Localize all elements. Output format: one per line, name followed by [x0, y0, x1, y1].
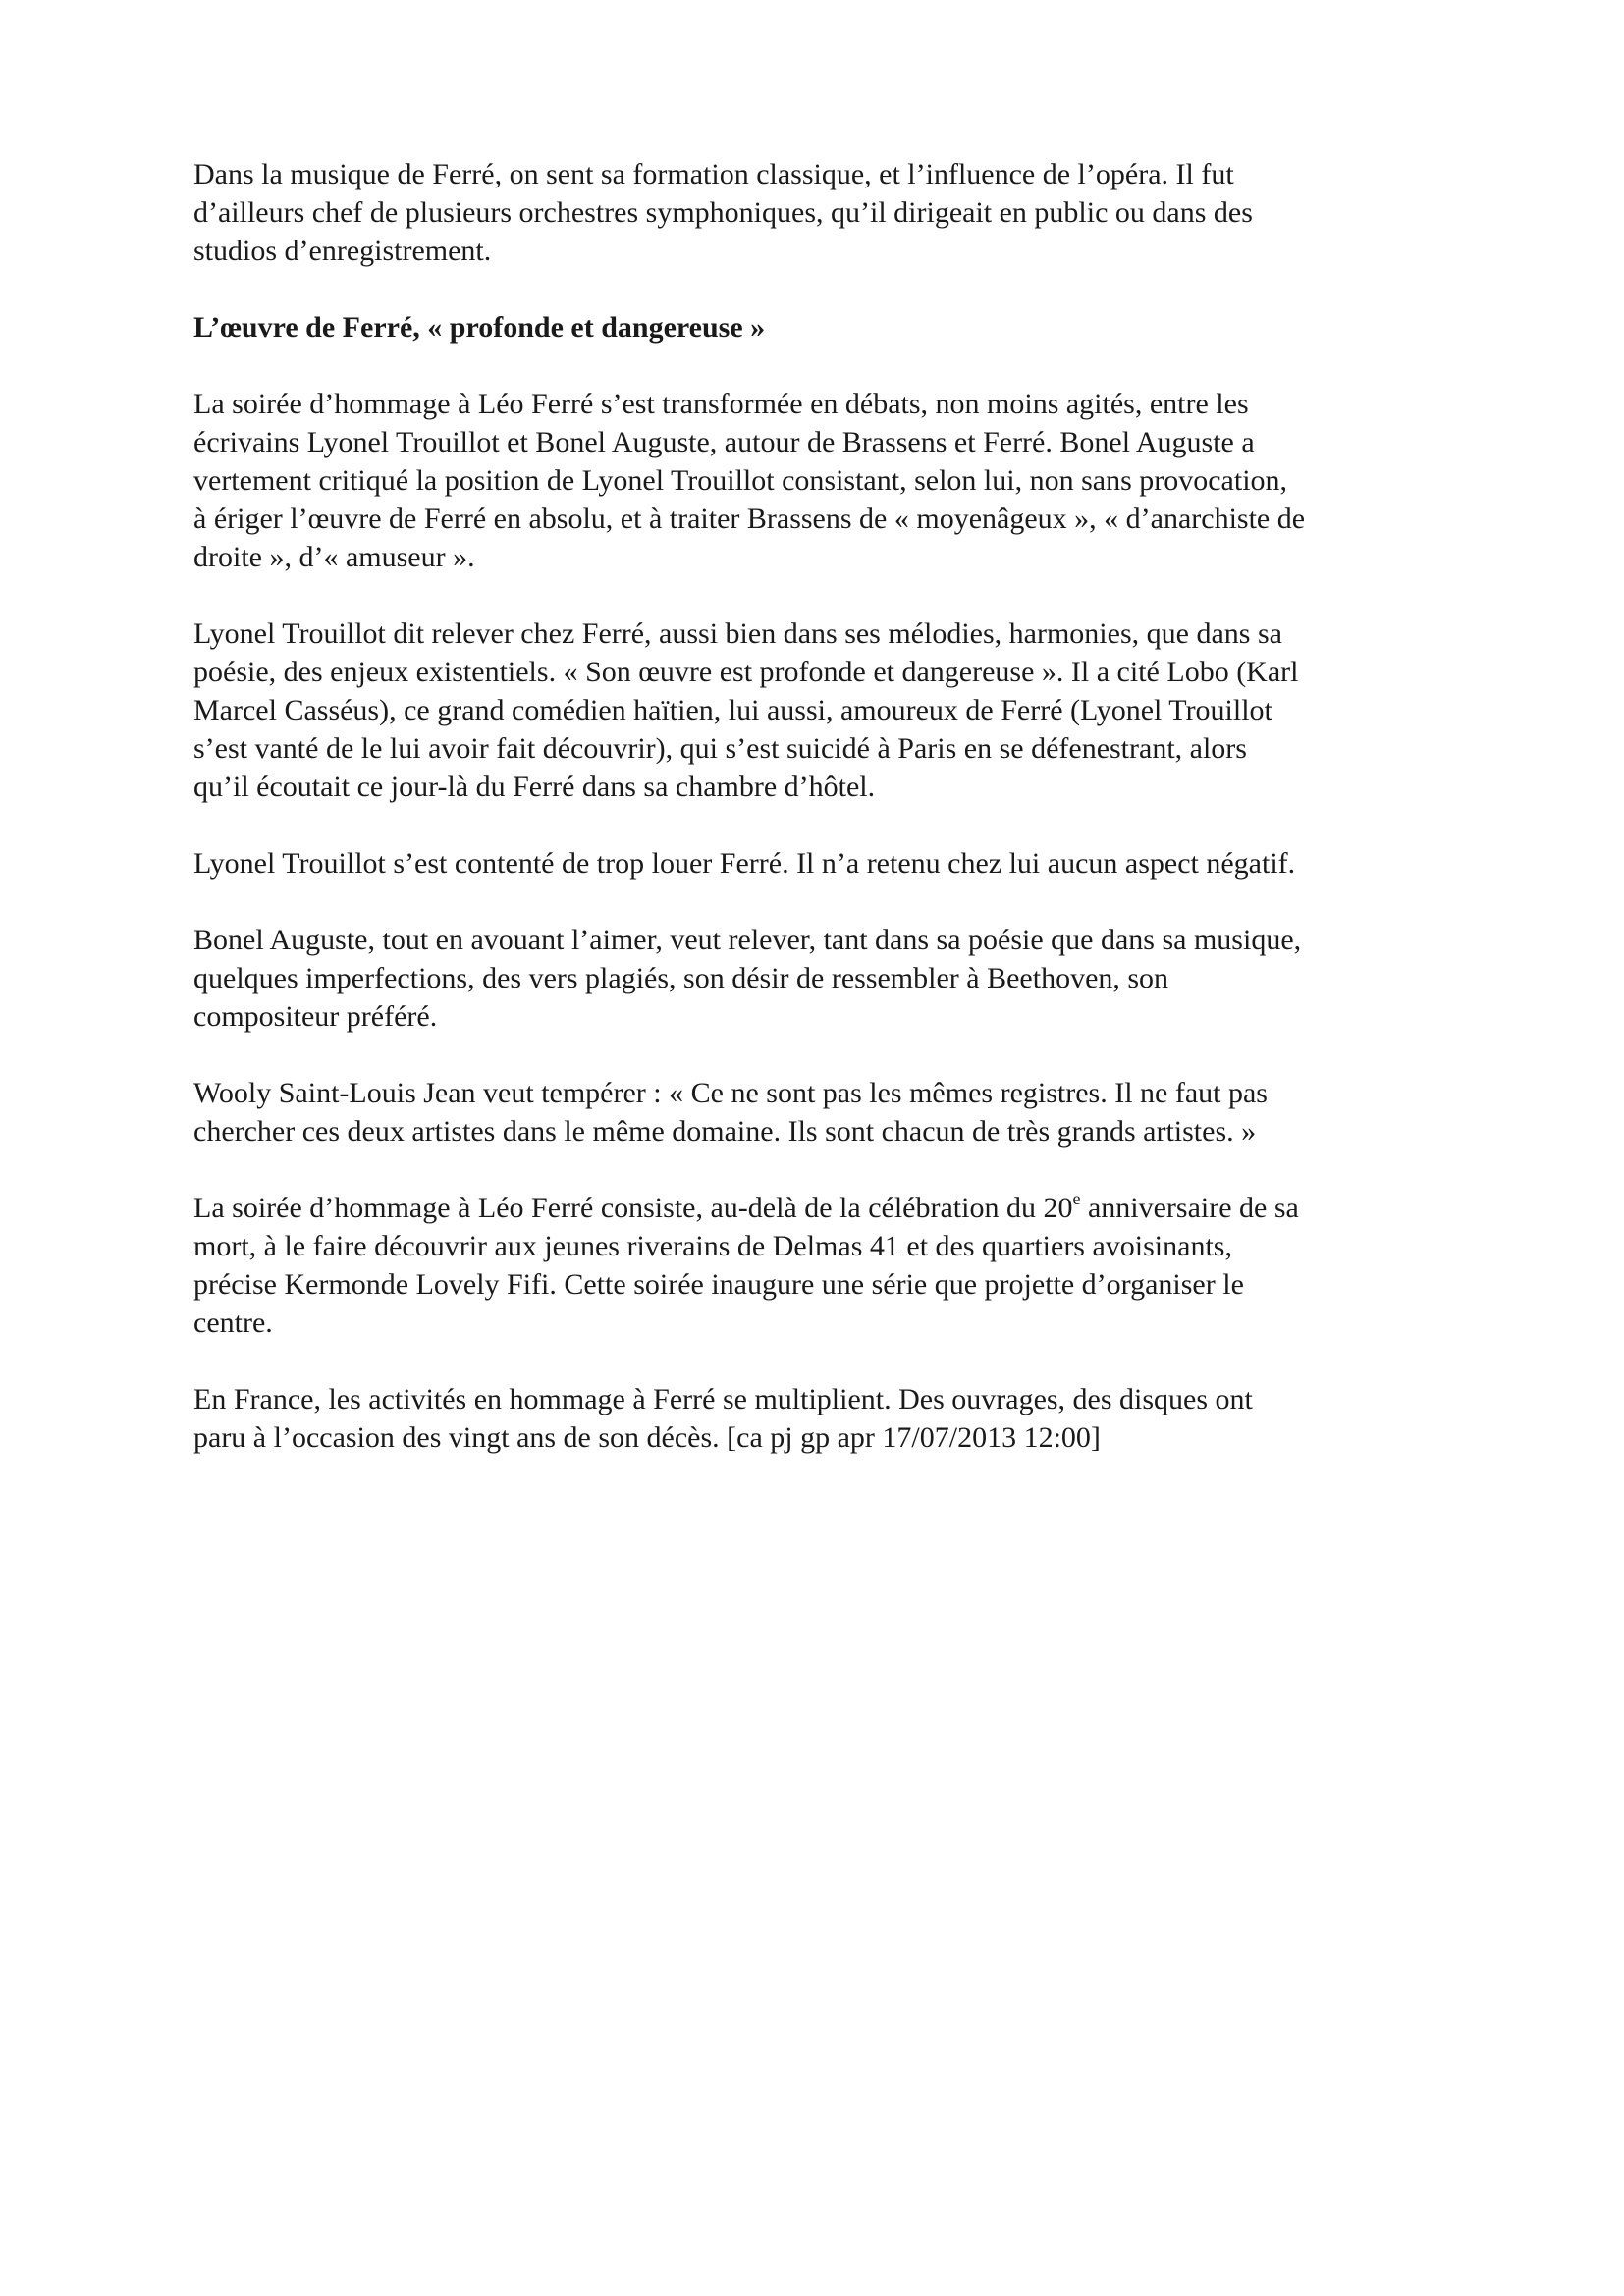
- document-page: [193, 155, 1440, 1495]
- text-line: studios d’enregistrement.: [193, 235, 492, 267]
- paragraph-trouillot-louer: [193, 844, 1440, 882]
- text-line: Bonel Auguste, tout en avouant l’aimer, veut relever, tant dans sa poésie que dans sa musique,: [193, 924, 1302, 956]
- text-line: chercher ces deux artistes dans le même domaine. Ils sont chacun de très grands artistes. »: [193, 1115, 1257, 1148]
- paragraph-soiree-consiste: [193, 1189, 1440, 1342]
- text-line: [193, 1189, 1440, 1227]
- text-line: centre.: [193, 1307, 273, 1339]
- text-line: droite », d’« amuseur ».: [193, 541, 475, 573]
- paragraph-trouillot-enjeux: [193, 614, 1440, 806]
- text-line: Lyonel Trouillot s’est contenté de trop louer Ferré. Il n’a retenu chez lui aucun aspect négatif.: [193, 847, 1296, 880]
- ordinal-superscript: e: [1072, 1189, 1081, 1208]
- paragraph-formation-classique: [193, 155, 1440, 270]
- text-line: paru à l’occasion des vingt ans de son décès. [ca pj gp apr 17/07/2013 12:00]: [193, 1421, 1101, 1454]
- text-line: d’ailleurs chef de plusieurs orchestres symphoniques, qu’il dirigeait en public ou dans des: [193, 196, 1253, 229]
- text-line: s’est vanté de le lui avoir fait découvrir), qui s’est suicidé à Paris en se défenestrant, alors: [193, 732, 1247, 765]
- text-line: Wooly Saint-Louis Jean veut tempérer : « Ce ne sont pas les mêmes registres. Il ne faut pas: [193, 1077, 1268, 1109]
- paragraph-wooly-temperer: [193, 1074, 1440, 1150]
- paragraph-soiree-debats: [193, 385, 1440, 576]
- text-line: à ériger l’œuvre de Ferré en absolu, et à traiter Brassens de « moyenâgeux », « d’anarchiste de: [193, 503, 1306, 535]
- section-heading: L’œuvre de Ferré, « profonde et dangereuse »: [193, 311, 766, 344]
- text-line: Marcel Casséus), ce grand comédien haïtien, lui aussi, amoureux de Ferré (Lyonel Trouillot: [193, 694, 1272, 726]
- text-line: vertement critiqué la position de Lyonel Trouillot consistant, selon lui, non sans provocation,: [193, 464, 1288, 497]
- text-line: Dans la musique de Ferré, on sent sa formation classique, et l’influence de l’opéra. Il fut: [193, 158, 1234, 190]
- text-line: mort, à le faire découvrir aux jeunes riverains de Delmas 41 et des quartiers avoisinants,: [193, 1230, 1232, 1262]
- text-line: La soirée d’hommage à Léo Ferré s’est transformée en débats, non moins agités, entre les: [193, 388, 1249, 420]
- text-fragment: La soirée d’hommage à Léo Ferré consiste, au-delà de la célébration du 20: [193, 1192, 1073, 1224]
- text-line: quelques imperfections, des vers plagiés, son désir de ressembler à Beethoven, son: [193, 962, 1169, 994]
- text-line: poésie, des enjeux existentiels. « Son œuvre est profonde et dangereuse ». Il a cité Lobo (Karl: [193, 656, 1299, 688]
- text-fragment: anniversaire de sa: [1080, 1192, 1299, 1224]
- text-line: écrivains Lyonel Trouillot et Bonel Auguste, autour de Brassens et Ferré. Bonel Auguste a: [193, 426, 1255, 458]
- text-line: compositeur préféré.: [193, 1000, 438, 1033]
- paragraph-auguste-imperfections: [193, 921, 1440, 1036]
- text-line: En France, les activités en hommage à Ferré se multiplient. Des ouvrages, des disques ont: [193, 1383, 1253, 1415]
- paragraph-france-hommage: [193, 1380, 1440, 1457]
- text-line: Lyonel Trouillot dit relever chez Ferré, aussi bien dans ses mélodies, harmonies, que dans sa: [193, 617, 1282, 650]
- text-line: précise Kermonde Lovely Fifi. Cette soirée inaugure une série que projette d’organiser le: [193, 1268, 1244, 1301]
- text-line: qu’il écoutait ce jour-là du Ferré dans sa chambre d’hôtel.: [193, 771, 876, 803]
